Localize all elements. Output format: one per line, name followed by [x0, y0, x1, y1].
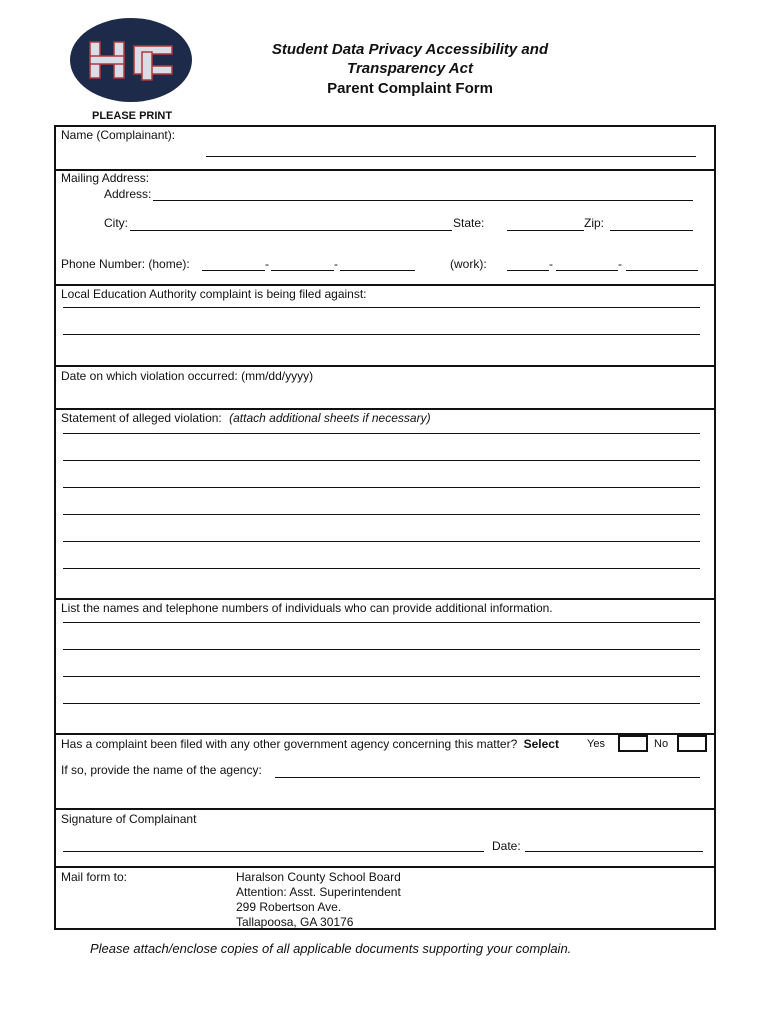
school-logo — [70, 18, 192, 102]
home-phone-area-line[interactable] — [202, 270, 265, 271]
yes-label: Yes — [587, 738, 605, 750]
contacts-input-line[interactable] — [63, 622, 700, 623]
divider — [54, 598, 716, 600]
dash: - — [265, 257, 269, 271]
work-phone-number-line[interactable] — [626, 270, 698, 271]
name-label: Name (Complainant): — [61, 128, 176, 142]
zip-input-line[interactable] — [610, 230, 693, 231]
mail-to-label: Mail form to: — [61, 870, 128, 884]
no-label: No — [654, 738, 669, 750]
statement-label-text: Statement of alleged violation: — [61, 411, 222, 425]
statement-label — [61, 411, 431, 425]
divider — [54, 169, 716, 171]
dash: - — [334, 257, 338, 271]
hc-monogram-icon — [70, 18, 192, 102]
statement-input-line[interactable] — [63, 541, 700, 542]
mail-address-line-1: Haralson County School Board — [236, 870, 401, 884]
contacts-input-line[interactable] — [63, 649, 700, 650]
other-agency-question-text: Has a complaint been filed with any other government agency concerning this matter? — [61, 737, 518, 751]
address-input-line[interactable] — [153, 200, 693, 201]
statement-input-line[interactable] — [63, 514, 700, 515]
contacts-label: List the names and telephone numbers of individuals who can provide additional information. — [61, 601, 553, 615]
work-phone-prefix-line[interactable] — [556, 270, 618, 271]
please-print-note: PLEASE PRINT — [92, 110, 173, 122]
divider — [54, 408, 716, 410]
work-phone-area-line[interactable] — [507, 270, 549, 271]
title-line-2: Transparency Act — [347, 60, 473, 77]
dash: - — [618, 257, 622, 271]
home-phone-label: Phone Number: (home): — [61, 257, 190, 271]
lea-label: Local Education Authority complaint is being filed against: — [61, 287, 367, 301]
yes-checkbox[interactable] — [618, 735, 648, 752]
address-label: Address: — [104, 187, 152, 201]
agency-name-label: If so, provide the name of the agency: — [61, 763, 262, 777]
city-input-line[interactable] — [130, 230, 452, 231]
state-label: State: — [453, 216, 485, 230]
dash: - — [549, 257, 553, 271]
agency-name-input-line[interactable] — [275, 777, 700, 778]
work-phone-label: (work): — [450, 257, 487, 271]
name-input-line[interactable] — [206, 156, 696, 157]
form-title: Parent Complaint Form — [327, 80, 493, 97]
mailing-address-label: Mailing Address: — [61, 171, 150, 185]
divider — [54, 284, 716, 286]
select-label: Select — [523, 737, 559, 751]
violation-date-label: Date on which violation occurred: (mm/dd/yyyy) — [61, 369, 314, 383]
date-input-line[interactable] — [525, 851, 703, 852]
contacts-input-line[interactable] — [63, 676, 700, 677]
mail-address-line-3: 299 Robertson Ave. — [236, 900, 342, 914]
no-checkbox[interactable] — [677, 735, 707, 752]
zip-label: Zip: — [584, 216, 605, 230]
title-line-1: Student Data Privacy Accessibility and — [271, 41, 549, 58]
city-label: City: — [104, 216, 128, 230]
signature-label: Signature of Complainant — [61, 812, 197, 826]
contacts-input-line[interactable] — [63, 703, 700, 704]
divider — [54, 808, 716, 810]
home-phone-number-line[interactable] — [340, 270, 415, 271]
divider — [54, 866, 716, 868]
signature-input-line[interactable] — [63, 851, 484, 852]
footer-note: Please attach/enclose copies of all applicable documents supporting your complain. — [90, 941, 572, 956]
mail-address-line-4: Tallapoosa, GA 30176 — [236, 915, 354, 929]
statement-input-line[interactable] — [63, 568, 700, 569]
state-input-line[interactable] — [507, 230, 584, 231]
statement-note: (attach additional sheets if necessary) — [229, 411, 431, 425]
divider — [54, 733, 716, 735]
statement-input-line[interactable] — [63, 460, 700, 461]
statement-input-line[interactable] — [63, 433, 700, 434]
date-label: Date: — [492, 839, 521, 853]
lea-input-line[interactable] — [63, 334, 700, 335]
lea-input-line[interactable] — [63, 307, 700, 308]
mail-address-line-2: Attention: Asst. Superintendent — [236, 885, 401, 899]
statement-input-line[interactable] — [63, 487, 700, 488]
home-phone-prefix-line[interactable] — [271, 270, 334, 271]
divider — [54, 365, 716, 367]
other-agency-question — [61, 737, 559, 751]
